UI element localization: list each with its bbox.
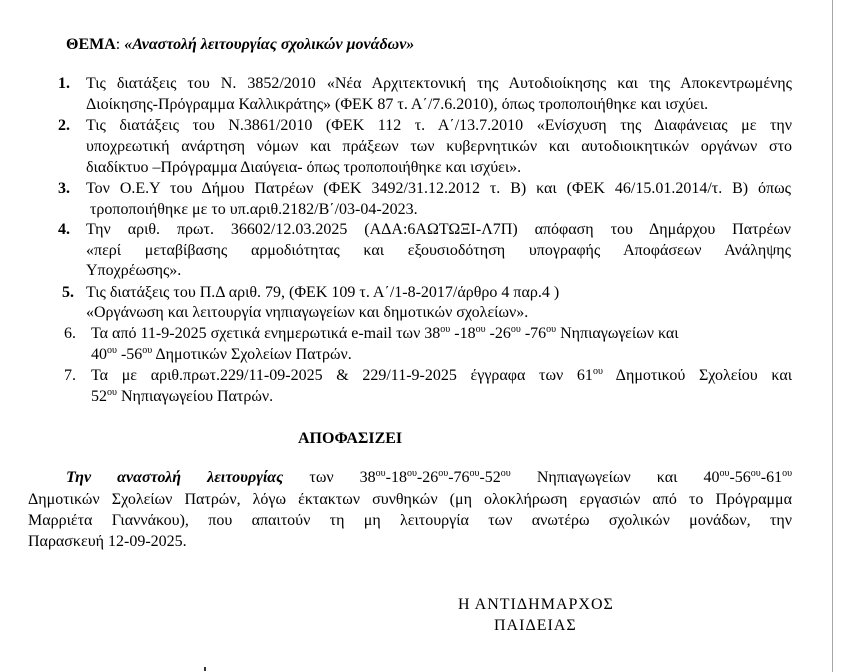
item-number: 2. (58, 117, 70, 134)
ordinal-superscript: ου (500, 468, 511, 479)
item-number: 3. (58, 180, 70, 197)
ordinal-superscript: ου (546, 324, 557, 335)
ordinal-superscript: ου (510, 324, 521, 335)
ordinal-superscript: ου (719, 468, 730, 479)
decision-text: -26 (416, 469, 439, 486)
item-text: Δημοτικών Σχολείων Πατρών. (152, 346, 352, 363)
ordinal-superscript: ου (782, 468, 793, 479)
item-line: υποχρεωτική ανάρτηση νόμων και πράξεων των κυβερνητικών και αυτοδιοικητικών οργάνων στο (86, 138, 792, 155)
item-line: «περί μεταβίβασης αρμοδιότητας και εξουσιοδότηση υπογραφής Αποφάσεων Ανάληψης (86, 242, 791, 259)
ordinal-superscript: ου (592, 366, 603, 377)
item-line: διαδίκτυο –Πρόγραμμα Διαύγεια- όπως τροποποιήθηκε και ισχύει». (86, 159, 522, 176)
item-line: Τις διατάξεις του Π.Δ αριθ. 79, (ΦΕΚ 109 τ. Α΄/1-8-2017/άρθρο 4 παρ.4 ) (86, 284, 560, 301)
item-line: Τις διατάξεις του Ν. 3852/2010 «Νέα Αρχιτεκτονική της Αυτοδιοίκησης και της Αποκεντρωμένης (86, 75, 792, 92)
signature-title: Η ΑΝΤΙΔΗΜΑΡΧΟΣ (458, 596, 614, 613)
decision-text: -61 (760, 469, 783, 486)
item-text: 40 (91, 346, 107, 363)
item-text: -26 (485, 325, 511, 342)
ordinal-superscript: ου (142, 345, 153, 356)
item-number: 7. (64, 367, 76, 384)
decision-text: -76 (448, 469, 470, 486)
ordinal-superscript: ου (107, 387, 117, 398)
item-number: 5. (62, 284, 74, 301)
item-line (91, 323, 679, 344)
decision-text: των 38 (283, 469, 376, 486)
item-line (91, 365, 792, 386)
signature-department: ΠΑΙΔΕΙΑΣ (494, 617, 577, 634)
subject-label: ΘΕΜΑ (66, 36, 116, 53)
subject-line (66, 34, 414, 55)
decision-line: Δημοτικών Σχολείων Πατρών, λόγω έκτακτων συνθηκών (μη ολοκλήρωση εργασιών από το Πρόγραμμα (28, 491, 792, 508)
item-line: τροποποιήθηκε με το υπ.αριθ.2182/Β΄/03-04-2023. (90, 201, 418, 218)
item-line: Τον Ο.Ε.Υ του Δήμου Πατρέων (ΦΕΚ 3492/31.12.2012 τ. Β) και (ΦΕΚ 46/15.01.2014/τ. Β) όπως (86, 180, 791, 197)
item-text: -56 (116, 346, 143, 363)
item-line (91, 386, 273, 407)
ordinal-superscript: ου (440, 324, 451, 335)
ordinal-superscript: ου (475, 324, 486, 335)
item-line: «Οργάνωση και λειτουργία νηπιαγωγείων και δημοτικών σχολείων». (86, 304, 529, 321)
subject-separator: : (115, 36, 125, 53)
item-line: Υποχρέωσης». (86, 262, 182, 279)
decision-text: Νηπιαγωγείων και 40 (510, 469, 720, 486)
item-line: Διοίκησης-Πρόγραμμα Καλλικράτης» (ΦΕΚ 87 τ. Α΄/7.6.2010), όπως τροποποιήθηκε και ισχύει. (86, 96, 709, 113)
page-edge-divider (832, 0, 833, 672)
decision-line (66, 467, 792, 488)
item-text: 52 (91, 388, 107, 405)
item-text: Τα με αριθ.πρωτ.229/11-09-2025 & 229/11-9-2025 έγγραφα των 61 (91, 367, 593, 384)
item-line: Την αριθ. πρωτ. 36602/12.03.2025 (ΑΔΑ:6ΑΩΤΩΞΙ-Λ7Π) απόφαση του Δημάρχου Πατρέων (86, 221, 791, 238)
decision-heading: ΑΠΟΦΑΣΙΖΕΙ (298, 430, 403, 447)
decision-line: Παρασκευή 12-09-2025. (28, 533, 187, 550)
ordinal-superscript: ου (750, 468, 761, 479)
decision-text: -52 (479, 469, 501, 486)
ordinal-superscript: ου (438, 468, 449, 479)
item-text: Νηπιαγωγείων και (556, 325, 679, 342)
item-text: Δημοτικού Σχολείου και (602, 367, 793, 384)
item-text: Νηπιαγωγείου Πατρών. (116, 388, 274, 405)
item-line: Τις διατάξεις του Ν.3861/2010 (ΦΕΚ 112 τ. Α΄/13.7.2010 «Ενίσχυση της Διαφάνειας με την (86, 117, 792, 134)
item-text: -18 (450, 325, 476, 342)
item-number: 4. (58, 221, 70, 238)
item-number: 6. (64, 325, 76, 342)
ordinal-superscript: ου (107, 345, 117, 356)
item-line (91, 344, 352, 365)
decision-line: Μαρριέτα Γιαννάκου), που απαιτούν τη μη λειτουργία των ανωτέρω σχολικών μονάδων, την (28, 512, 792, 529)
ordinal-superscript: ου (375, 468, 386, 479)
item-text: -76 (520, 325, 547, 342)
subject-title: «Αναστολή λειτουργίας σχολικών μονάδων» (124, 36, 415, 53)
item-number: 1. (58, 75, 70, 92)
decision-text: -56 (729, 469, 751, 486)
page-mark (204, 667, 206, 671)
decision-text: -18 (385, 469, 407, 486)
ordinal-superscript: ου (469, 468, 480, 479)
decision-lead: Την αναστολή λειτουργίας (66, 469, 284, 486)
ordinal-superscript: ου (406, 468, 417, 479)
item-text: Τα από 11-9-2025 σχετικά ενημερωτικά e-mail των 38 (91, 325, 441, 342)
